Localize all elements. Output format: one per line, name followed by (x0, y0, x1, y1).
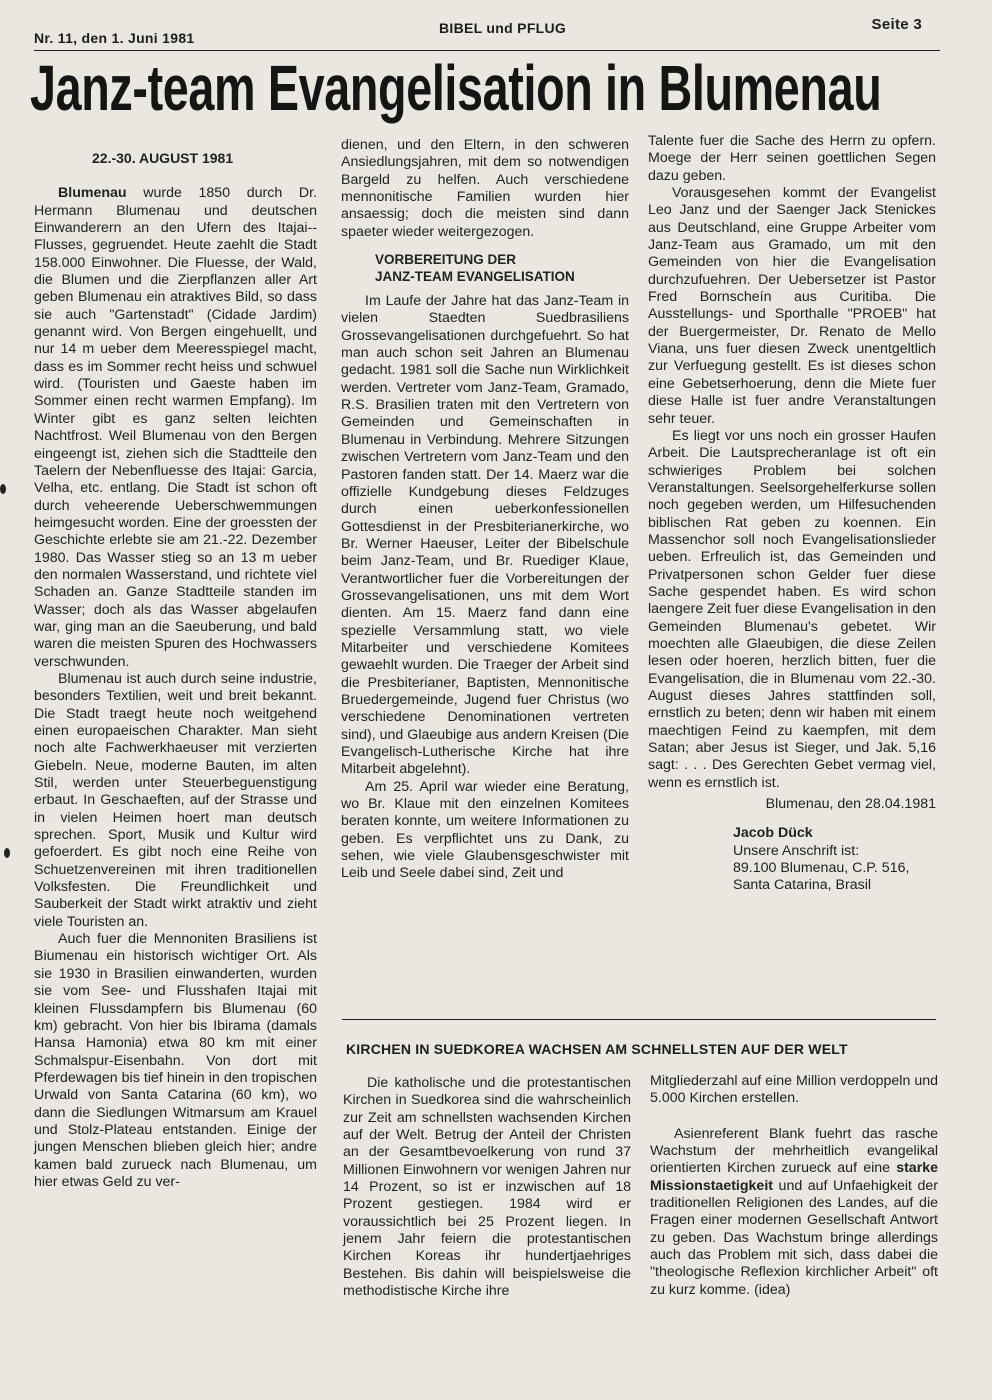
second-article-column-1 (343, 1075, 631, 1300)
article-paragraph: Die katholische und die protestantischen Kirchen in Suedkorea sind die wahrscheinlich zur Zeit am schnellsten wachsenden Kirchen auf der Welt. Betrug der Anteil der Christen an der Gesamtbevoelkerung von rund 37 Millionen Einwohnern vor wenigen Jahren nur 14 Prozent, so ist er inzwischen auf 18 Prozent gestiegen. 1984 wird er voraussichtlich bei 25 Prozent liegen. In jenem Jahr feiern die protestantischen Kirchen Koreas ihr hundertjaehriges Bestehen. Bis dahin will beispielsweise die methodistische Kirche ihre (343, 1075, 631, 1300)
article-paragraph: Es liegt vor uns noch ein grosser Haufen Arbeit. Die Lautsprecheranlage ist oft ein schwieriges Problem bei solchen Veranstaltungen. Seelsorgehelferkurse sollen noch gegeben werden, um Hilfesuchenden biblischen Rat geben zu koennen. Ein Massenchor soll noch Evangelisationslieder ueben. Erfreulich ist, das Gemeinden und Privatpersonen schon Gelder fuer diese Sache gespendet haben. Es wird schon laengere Zeit fuer diese Evangelisation in den Gemeinden Blumenau's gebetet. Wir moechten alle Glaeubigen, die diese Zeilen lesen oder hoeren, herzlich bitten, fuer die Evangelisation, die in Blumenau vom 22.-30. August dieses Jahres stattfinden soll, ernstlich zu beten; denn wir haben mit einem maechtigen Feind zu kaempfen, mit dem Satan; aber Jesus ist Sieger, und Jak. 5,16 sagt: . . . Des Gerechten Gebet vermag viel, wenn es ernstlich ist. (648, 427, 936, 791)
section-subhead: VORBEREITUNG DER JANZ-TEAM EVANGELISATION (375, 252, 575, 285)
article-paragraph: Asienreferent Blank fuehrt das rasche Wachstum der mehrheitlich evangelikal orientierten Kirchen zurueck auf eine starke Missionstaetigkeit und auf Unfaehigkeit der traditionellen Religionen des Landes, auf die Fragen einer modernen Gesellschaft Antwort zu geben. Das Wachstum bringe allerdings auch das Problem mit sich, dass dabei die "theologische Reflexion kirchlicher Arbeit" oft zu kurz komme. (idea) (650, 1125, 938, 1298)
article-paragraph: Mitgliederzahl auf eine Million verdoppeln und 5.000 Kirchen erstellen. (650, 1073, 938, 1107)
signature-place-date: Blumenau, den 28.04.1981 (765, 796, 936, 813)
second-article-headline: KIRCHEN IN SUEDKOREA WACHSEN AM SCHNELLSTEN AUF DER WELT (346, 1041, 848, 1057)
binding-hole-mark (0, 484, 6, 494)
article-paragraph: Im Laufe der Jahre hat das Janz-Team in vielen Staedten Suedbrasiliens Grossevangelisationen durchgefuehrt. So hat man auch schon seit Jahren an Blumenau gedacht. 1981 soll die Sache nun Wirklichkeit werden. Vertreter vom Janz-Team, Gramado, R.S. Brasilien traten mit den Vertretern von Gemeinden und Gemeinschaften in Blumenau in Verbindung. Mehrere Sitzungen zwischen Vertretern vom Janz-Team und den Pastoren fanden statt. Der 14. Maerz war die offizielle Kundgebung dieses Feldzuges durch einen ueberkonfessionellen Gottesdienst in der Presbiterianerkirche, wo Br. Werner Haeuser, Leiter der Bibelschule beim Janz-Team, und Br. Ruediger Klaue, Verantwortlicher fuer die Vorbereitungen der Grossevangelisationen, uns mit dem Wort dienten. Am 15. Maerz fand dann eine spezielle Versammlung statt, wo viele Mitarbeiter und verschiedene Komitees gewaehlt wurden. Die Traeger der Arbeit sind die Presbiterianer, Baptisten, Mennonitische Bruedergemeinde, Jugend fuer Christus (wo verschiedene Denominationen vertreten sind), und Glaeubige aus andern Kreisen (Die Evangelisch-Lutherische Kirche hat ihre Mitarbeit abgelehnt). (341, 293, 629, 778)
article-column-1 (34, 150, 317, 1191)
article-dateline: 22.-30. AUGUST 1981 (92, 150, 234, 166)
page-number: Seite 3 (871, 16, 922, 33)
article-paragraph: Talente fuer die Sache des Herrn zu opfern. Moege der Herr seinen goettlichen Segen dazu geben. (648, 133, 936, 184)
lead-word: Blumenau (58, 185, 127, 202)
article-paragraph: Blumenau wurde 1850 durch Dr. Hermann Blumenau und deutschen Einwanderern an den Ufern des Itajai--Flusses, gegruendet. Heute zaehlt die Stadt 158.000 Einwohner. Die Fluesse, der Wald, die Blumen und die Zierpflanzen aller Art geben Blumenau ein atraktives Bild, so dass sie auch "Gartenstadt" (Cidade Jardim) genannt wird. Von Bergen eingehuellt, und nur 14 m ueber dem Meeresspiegel macht, dass es im Sommer recht heiss und schwuel wird. (Touristen und Gaeste haben im Sommer einen recht warmen Empfang). Im Winter gibt es ganz selten leichten Nachtfrost. Weil Blumenau von den Bergen eingeengt ist, ziehen sich die Stadtteile den Taelern der Nebenfluesse des Itajai: Garcia, Velha, etc. entlang. Die Stadt ist schon oft durch veheerende Ueberschwemmungen heimgesucht worden. Eine der groessten der Geschichte erlebte sie am 21.-22. Dezember 1980. Das Wasser stieg so an 13 m ueber den normalen Wasserstand, und richtete viel Schaden an. Ganze Stadtteile standen im Wasser; doch als das Wasser abgelaufen war, ging man an die Saeuberung, und bald waren die meisten Spuren des Hochwassers verschwunden. (34, 185, 317, 670)
masthead (34, 14, 930, 44)
emphasis-text: starke Missionstaetigkeit (650, 1160, 938, 1194)
article-paragraph: Vorausgesehen kommt der Evangelist Leo Janz und der Saenger Jack Stenickes aus Deutschland, eine Gruppe Arbeiter vom Janz-Team aus Gramado, um mit den Gemeinden von hier die Evangelisation durchzufuehren. Der Uebersetzer ist Pastor Fred Bornscheín aus Curitiba. Die Ausstellungs- und Sporthalle "PROEB" hat der Buergermeister, Dr. Renato de Mello Viana, uns fuer diesen Zweck unentgeltlich zur Verfuegung gestellt. Es ist dieses schon eine Gebetserhoerung, denn die Miete fuer diese Halle ist fuer andre Veranstaltungen sehr teuer. (648, 185, 936, 427)
article-paragraph: Am 25. April war wieder eine Beratung, wo Br. Klaue mit den einzelnen Komitees beraten konnte, um weitere Informationen zu geben. Es verpflichtet uns zu Dank, zu sehen, wie viele Glaubensgeschwister mit Leib und Seele dabei sind, Zeit und (341, 778, 629, 882)
binding-hole-mark (4, 848, 10, 858)
article-paragraph: dienen, und den Eltern, in den schweren Ansiedlungsjahren, mit dem so notwendigen Bargeld zu helfen. Auch verschiedene mennonitische Familien wurden hier ansaessig; doch die meisten sind dann spaeter wieder weitergezogen. (341, 137, 629, 240)
article-column-3 (648, 133, 936, 895)
address-line: Santa Catarina, Brasil (733, 877, 872, 894)
address-line: 89.100 Blumenau, C.P. 516, (733, 860, 910, 877)
article-paragraph: Blumenau ist auch durch seine industrie, besonders Textilien, weit und breit bekannt. Die Stadt traegt heute noch weitgehend einen europaeischen Charakter. Man sieht noch alte Fachwerkhaeuser mit verzierten Giebeln. Neue, moderne Bauten, im alten Stil, werden unter Steuerbeguenstigung erbaut. In Geschaeften, auf der Strasse und in vielen Heimen hoert man deutsch sprechen. Sport, Musik und Kultur wird gefoerdert. Es gibt noch eine Reihe von Schuetzenvereinen mit ihren traditionellen Volksfesten. Die Freundlichkeit und Sauberkeit der Stadt wirkt atraktiv und zieht viele Touristen an. (34, 670, 317, 930)
article-column-2 (341, 137, 629, 883)
main-headline: Janz-team Evangelisation in Blumenau (30, 52, 882, 124)
section-divider (342, 1019, 936, 1020)
address-label: Unsere Anschrift ist: (733, 842, 860, 859)
issue-number: Nr. 11, den 1. Juni 1981 (34, 30, 195, 46)
author-name: Jacob Dück (733, 825, 813, 842)
article-paragraph: Auch fuer die Mennoniten Brasiliens ist Biumenau ein historisch wichtiger Ort. Als sie 1930 in Brasilien einwanderten, wurden sie vom See- und Flusshafen Itajai mit kleinen Flussdampfern bis Blumenau (60 km) gebracht. Von hier bis Ibirama (damals Hansa Hamonia) etwa 80 km mit einer Schmalspur-Eisenbahn. Von dort mit Pferdewagen bis tief hinein in den tropischen Urwald von Santa Catarina (60 km), wo dann die Siedlungen Witmarsum am Krauel und Stolz-Plateau entstanden. Einige der jungen Menschen blieben gleich hier; andre kamen bald zurueck nach Blumenau, um hier etwas Geld zu ver- (34, 931, 317, 1190)
second-article-column-2 (650, 1073, 938, 1299)
signature-block (733, 825, 936, 894)
publication-name: BIBEL und PFLUG (439, 20, 567, 36)
